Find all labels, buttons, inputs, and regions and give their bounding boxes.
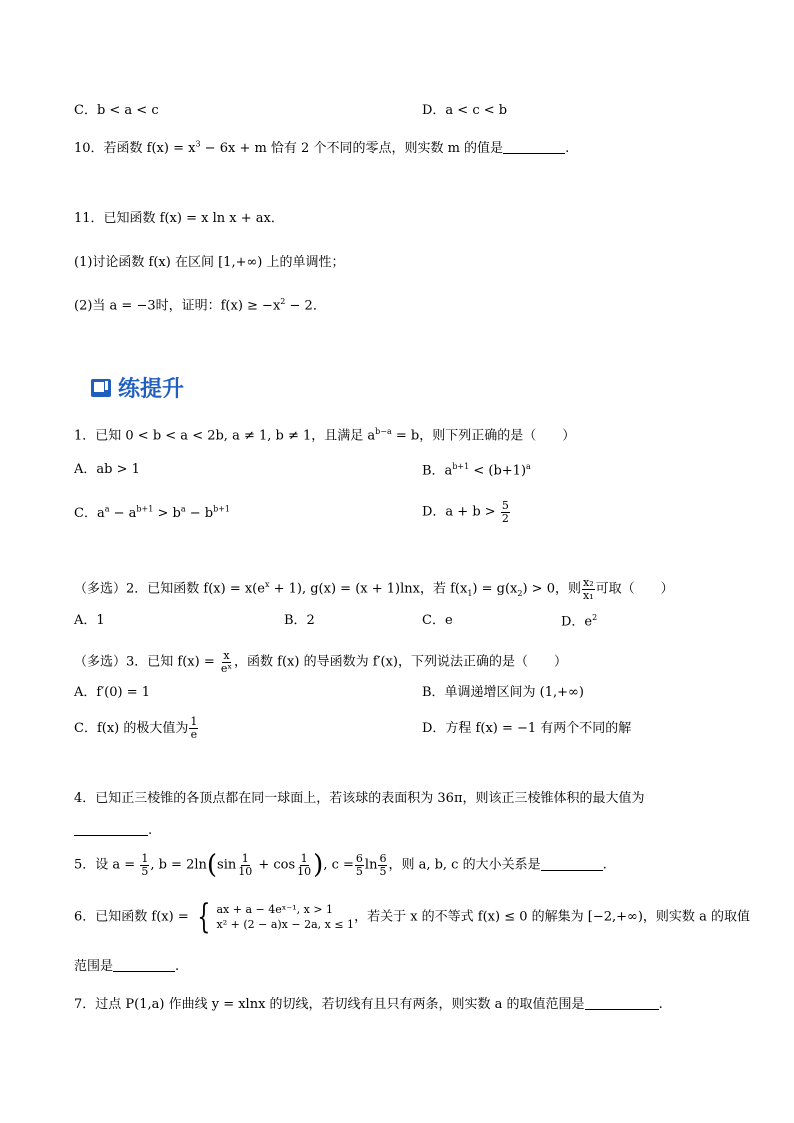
p2-stem-end: 可取（ ） xyxy=(595,581,674,597)
q11-part2 xyxy=(74,298,326,312)
p5-sin: sin xyxy=(217,857,237,873)
p1-optc-pre: C．a xyxy=(74,506,105,522)
p5-answer-blank[interactable] xyxy=(541,857,603,871)
q11-part2-end: − 2． xyxy=(285,298,326,314)
q11-part2-exponent: 2 xyxy=(280,297,286,306)
p5-s-den: 10 xyxy=(238,864,253,878)
p6-answer-blank[interactable] xyxy=(113,958,175,972)
p2-frac-den: x₁ xyxy=(582,588,594,602)
q10-exponent: 3 xyxy=(195,139,201,149)
problem-1-options-ab xyxy=(74,462,531,479)
p7-dot: . xyxy=(658,997,663,1012)
p5-k-num: 6 xyxy=(355,851,363,865)
p2-option-c: C．e xyxy=(422,613,453,628)
q11-part1: (1)讨论函数 f(x) 在区间 [1,+∞) 上的单调性； xyxy=(74,255,345,270)
p1-optc-m3: − b xyxy=(185,506,214,522)
p6-case2: x² + (2 − a)x − 2a, x ≤ 1 xyxy=(216,918,355,931)
book-icon xyxy=(90,377,112,399)
problem-5-stem xyxy=(74,852,607,878)
problem-6-line2 xyxy=(74,958,179,973)
p3-frac-den: eˣ xyxy=(220,661,233,675)
p1-optb-exp2: a xyxy=(526,462,531,471)
p1-optd-den: 2 xyxy=(501,511,509,525)
p2-sub2: 2 xyxy=(517,589,523,599)
problem-6-stem xyxy=(74,897,750,937)
p3-stem-pre: （多选）3．已知 f(x) = xyxy=(74,654,215,670)
p1-optd-num: 5 xyxy=(501,499,509,512)
p2-optd-exp: 2 xyxy=(592,613,598,622)
p3-option-b: B．单调递增区间为 (1,+∞) xyxy=(422,685,584,700)
p1-optb-mid: < (b+1) xyxy=(469,463,527,479)
p2-stem-mid3: ) > 0，则 xyxy=(522,581,581,597)
p1-optc-m2: > b xyxy=(153,506,181,522)
p5-pre: 5．设 a = xyxy=(74,857,136,873)
problem-3-options-cd xyxy=(74,715,632,741)
p6-pre: 6．已知函数 f(x) = xyxy=(74,909,189,925)
p3-option-c xyxy=(74,715,199,741)
p2-stem-mid: + 1), g(x) = (x + 1)lnx，若 f(x xyxy=(269,581,468,597)
problem-7-stem xyxy=(74,996,663,1011)
p1-optb-pre: B．a xyxy=(422,463,453,479)
p5-plus: + cos xyxy=(254,857,296,873)
p3-stem-end: ，函数 f(x) 的导函数为 f′(x)，下列说法正确的是（ ） xyxy=(234,654,567,670)
q9-option-d: D．a < c < b xyxy=(422,103,508,118)
p1-optd-frac xyxy=(501,500,510,524)
q9-option-c: C．b < a < c xyxy=(74,103,159,118)
p3-optc-num: 1 xyxy=(190,715,198,728)
p1-option-a: A．ab > 1 xyxy=(74,462,140,477)
p5-mid2: , c = xyxy=(323,857,354,873)
problem-3-stem xyxy=(74,650,567,674)
problem-2-stem xyxy=(74,577,674,601)
p1-option-c xyxy=(74,506,230,521)
p3-option-d: D．方程 f(x) = −1 有两个不同的解 xyxy=(422,721,632,736)
p5-dot: . xyxy=(602,857,607,873)
section-title: 练提升 xyxy=(118,377,185,402)
p5-ln: ln xyxy=(364,857,378,873)
section-header xyxy=(90,372,184,403)
p6-cases xyxy=(217,902,355,933)
q10-text-mid: − 6x + m 恰有 2 个不同的零点，则实数 m 的值是 xyxy=(200,141,504,156)
p1-option-d xyxy=(422,500,511,524)
p2-stem-pre: （多选）2．已知函数 f(x) = x(e xyxy=(74,581,265,597)
p6-dot: . xyxy=(175,959,180,974)
p7-text: 7．过点 P(1,a) 作曲线 y = xlnx 的切线，若切线有且只有两条，则实数 a 的取值范围是 xyxy=(74,997,585,1012)
p5-paren-open: ( xyxy=(206,850,218,880)
p4-end: . xyxy=(148,823,153,838)
p1-optd-pre: D．a + b > xyxy=(422,504,496,520)
p5-mid1: , b = 2ln xyxy=(150,857,207,873)
p5-c-num: 1 xyxy=(300,851,308,865)
p6-piecewise xyxy=(193,897,355,937)
p5-paren-close: ) xyxy=(313,850,324,880)
p5-l-frac xyxy=(378,853,387,877)
p5-a-frac xyxy=(140,853,149,877)
p2-option-b: B．2 xyxy=(284,613,315,628)
p5-c-den: 10 xyxy=(297,864,312,878)
q11-stem: 11．已知函数 f(x) = x ln x + ax． xyxy=(74,211,284,226)
p6-line2: 范围是 xyxy=(74,959,114,974)
p1-optc-e2: b+1 xyxy=(136,505,154,514)
p4-answer-blank[interactable] xyxy=(74,822,148,836)
p5-a-den: 5 xyxy=(141,864,149,878)
p1-optc-e4: b+1 xyxy=(213,505,230,514)
p7-answer-blank[interactable] xyxy=(585,996,659,1010)
p5-k-den: 5 xyxy=(355,864,363,878)
q9-options xyxy=(74,103,508,118)
p2-frac xyxy=(582,577,595,601)
p1-optc-e3: a xyxy=(180,505,186,514)
p2-frac-num: x₂ xyxy=(582,576,594,589)
q10-text-end: . xyxy=(565,141,570,156)
problem-3-options-ab xyxy=(74,685,584,700)
p5-s-frac xyxy=(237,853,253,877)
p5-l-num: 6 xyxy=(379,851,387,865)
q10-answer-blank[interactable] xyxy=(503,140,565,154)
p1-option-b xyxy=(422,463,531,477)
p3-optc-pre: C．f(x) 的极大值为 xyxy=(74,720,189,736)
p2-stem-exp: x xyxy=(264,580,270,590)
p3-optc-frac xyxy=(189,716,198,740)
problem-2-options xyxy=(74,613,598,630)
p2-optd-pre: D．e xyxy=(561,614,593,630)
p2-option-a: A．1 xyxy=(74,613,105,628)
p5-end: ，则 a, b, c 的大小关系是 xyxy=(388,857,541,873)
p3-frac xyxy=(220,650,233,674)
p2-option-d xyxy=(561,614,597,628)
p5-k-frac xyxy=(355,853,364,877)
question-10 xyxy=(74,140,569,155)
p1-stem-exp: b−a xyxy=(375,427,392,436)
problem-4-answer xyxy=(74,822,152,837)
p5-c-frac xyxy=(296,853,312,877)
p6-end: ，若关于 x 的不等式 f(x) ≤ 0 的解集为 [−2,+∞)，则实数 a 的取值 xyxy=(354,909,750,925)
p2-stem-mid2: ) = g(x xyxy=(472,581,518,597)
p6-brace: { xyxy=(197,897,211,937)
p1-stem-mid: = b，则下列正确的是（ ） xyxy=(391,428,576,444)
p1-optc-e1: a xyxy=(104,505,110,514)
problem-1-options-cd xyxy=(74,499,509,525)
p1-stem-pre: 1．已知 0 < b < a < 2b, a ≠ 1, b ≠ 1，且满足 a xyxy=(74,428,376,444)
p5-l-den: 5 xyxy=(379,864,387,878)
problem-1-stem xyxy=(74,428,575,442)
p5-s-num: 1 xyxy=(241,851,249,865)
p3-option-a: A．f′(0) = 1 xyxy=(74,685,150,700)
problem-4-stem: 4．已知正三棱锥的各顶点都在同一球面上，若该球的表面积为 36π，则该正三棱锥体积的最大值为 xyxy=(74,791,645,806)
p5-a-num: 1 xyxy=(141,851,149,865)
p2-sub1: 1 xyxy=(467,589,473,599)
p3-optc-den: e xyxy=(190,727,198,741)
p1-optb-exp: b+1 xyxy=(452,462,470,471)
q10-text-pre: 10．若函数 f(x) = x xyxy=(74,141,196,156)
p3-frac-num: x xyxy=(223,649,230,662)
q11-part2-pre: (2)当 a = −3时，证明：f(x) ≥ −x xyxy=(74,298,281,314)
p6-case1: ax + a − 4eˣ⁻¹, x > 1 xyxy=(216,902,334,916)
p1-optc-m1: − a xyxy=(109,506,137,522)
